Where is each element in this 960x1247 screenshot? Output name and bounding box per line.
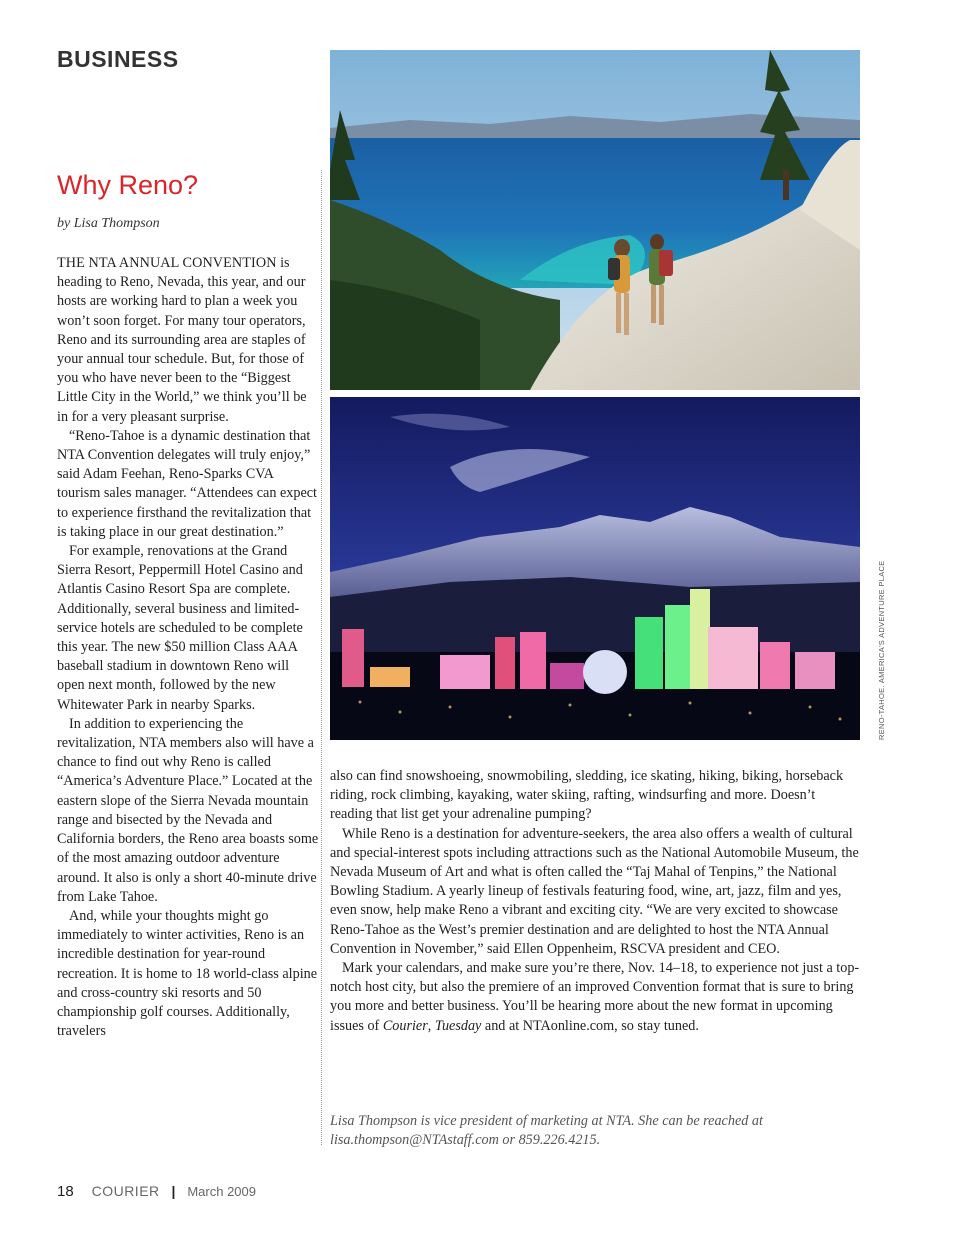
footer-separator: | — [171, 1183, 176, 1199]
magazine-name: COURIER — [91, 1183, 160, 1199]
paragraph-3: For example, renovations at the Grand Sierra Resort, Peppermill Hotel Casino and Atlantis Casino Resort Spa are complete. Additionally, several business and limited-service hotels are scheduled to be complete this year. The new $50 million Class AAA baseball stadium in downtown Reno will open next month, followed by the new Whitewater Park in nearby Sparks. — [57, 543, 303, 713]
paragraph-8-end: and at NTAonline.com, so stay tuned. — [481, 1017, 699, 1034]
reno-night-skyline-image — [330, 397, 860, 740]
photo-credit: RENO-TAHOE. AMERICA'S ADVENTURE PLACE — [877, 560, 886, 740]
headline: Why Reno? — [57, 170, 199, 200]
lake-tahoe-hikers-image — [330, 50, 860, 390]
paragraph-1 — [57, 254, 319, 427]
paragraph-7: While Reno is a destination for adventure-seekers, the area also offers a wealth of cultural and special-interest spots including attractions such as the National Automobile Museum, the Nevada Museum of Art and what is often called the “Taj Mahal of Tenpins,” the National Bowling Stadium. A yearly lineup of festivals featuring food, wine, art, jazz, film and yes, even snow, help make Reno a vibrant and exciting city. “We are very excited to showcase Reno-Tahoe as the West’s premier destination and are delighted to host the NTA Annual Convention in November,” said Ellen Oppenheim, RSCVA president and CEO. — [330, 825, 859, 957]
issue-date: March 2009 — [187, 1184, 256, 1199]
lead-in: THE NTA ANNUAL CONVENTION — [57, 255, 277, 271]
paragraph-2: “Reno-Tahoe is a dynamic destination that NTA Convention delegates will truly enjoy,” said Adam Feehan, Reno-Sparks CVA tourism sales manager. “Attendees can expect to experience firsthand the revitalization that is taking place in our great destination.” — [57, 427, 318, 540]
paragraph-1-text: is heading to Reno, Nevada, this year, and our hosts are working hard to plan a week you won’t soon forget. For many tour operators, Reno and its surrounding area are staples of your annual tour schedule. But, for those of you who have never been to the “Biggest Little City in the World,” we think you’ll be in for a very pleasant surprise. — [57, 255, 307, 425]
paragraph-6: also can find snowshoeing, snowmobiling, sledding, ice skating, hiking, biking, horseback riding, rock climbing, kayaking, water skiing, rafting, windsurfing and more. Doesn’t reading that list get your adrenaline pumping? — [330, 768, 844, 823]
author-bio: Lisa Thompson is vice president of marketing at NTA. She can be reached at lisa.thompson@NTAstaff.com or 859.226.4215. — [330, 1113, 763, 1149]
column-divider — [321, 170, 322, 1145]
reno-skyline-photo — [330, 397, 860, 740]
tuesday-title: Tuesday — [434, 1017, 482, 1034]
paragraph-4: In addition to experiencing the revitalization, NTA members also will have a chance to find out why Reno is called “America’s Adventure Place.” Located at the eastern slope of the Sierra Nevada mountain range and bisected by the Nevada and California borders, the Reno area boasts some of the most amazing outdoor adventure around. It also is only a short 40-minute drive from Lake Tahoe. — [57, 715, 319, 905]
paragraph-5: And, while your thoughts might go immediately to winter activities, Reno is an incredible destination for year-round recreation. It is home to 18 world-class alpine and cross-country ski resorts and 50 championship golf courses. Additionally, travelers — [57, 907, 318, 1040]
page-footer — [57, 1183, 256, 1200]
page-number: 18 — [57, 1183, 74, 1200]
section-label: BUSINESS — [57, 46, 179, 72]
lake-tahoe-hikers-photo — [330, 50, 860, 390]
paragraph-8 — [330, 959, 860, 1036]
left-column — [57, 254, 319, 1041]
comma: , — [427, 1017, 435, 1034]
byline: by Lisa Thompson — [57, 216, 160, 231]
paragraph-8-text: Mark your calendars, and make sure you’re there, Nov. 14–18, to experience not just a top-notch host city, but also the premiere of an improved Convention format that is sure to bring you more and better business. You’ll be hearing more about the new format in upcoming issues of — [330, 960, 860, 1034]
courier-title: Courier — [382, 1017, 428, 1034]
right-column — [330, 767, 860, 1036]
